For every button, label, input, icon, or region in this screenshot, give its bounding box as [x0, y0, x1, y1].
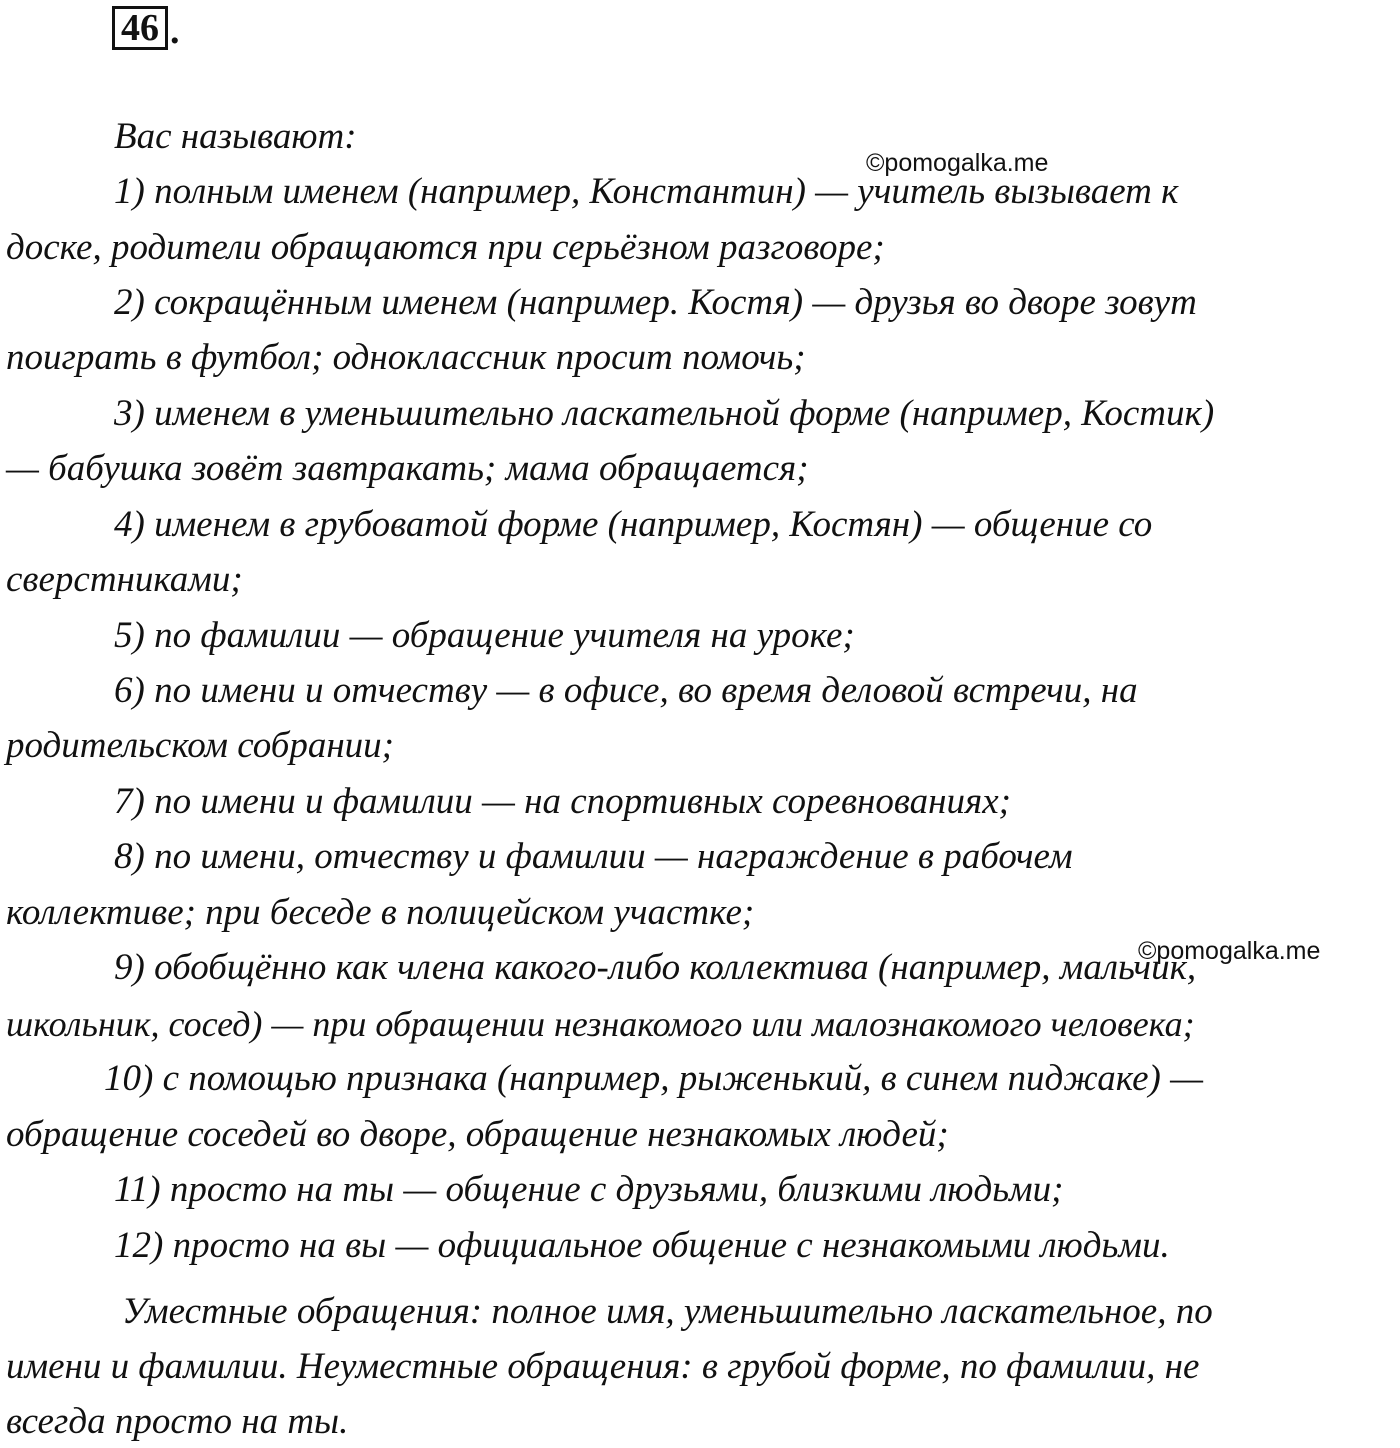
item-6-line-1: 6) по имени и отчеству — в офисе, во время деловой встречи, на [114, 670, 1138, 711]
exercise-number-box: 46 [112, 6, 168, 50]
conclusion-line-3: всегда просто на ты. [6, 1401, 349, 1442]
item-2-line-1: 2) сокращённым именем (например. Костя) — друзья во дворе зовут [114, 282, 1197, 323]
item-5-line-1: 5) по фамилии — обращение учителя на уроке; [114, 615, 855, 656]
watermark-top: ©pomogalka.me [866, 149, 1049, 177]
item-9-line-2: школьник, сосед) — при обращении незнакомого или малознакомого человека; [6, 1004, 1195, 1044]
item-8-line-1: 8) по имени, отчеству и фамилии — награждение в рабочем [114, 836, 1073, 877]
item-1-line-2: доске, родители обращаются при серьёзном разговоре; [6, 227, 885, 268]
intro-line: Вас называют: [114, 116, 357, 157]
exercise-number [112, 6, 180, 50]
item-6-line-2: родительском собрании; [6, 725, 394, 766]
item-7-line-1: 7) по имени и фамилии — на спортивных соревнованиях; [114, 781, 1011, 822]
exercise-number-dot: . [170, 10, 180, 52]
item-4-line-2: сверстниками; [6, 559, 243, 600]
item-4-line-1: 4) именем в грубоватой форме (например, Костян) — общение со [114, 504, 1153, 545]
item-10-line-2: обращение соседей во дворе, обращение незнакомых людей; [6, 1114, 949, 1155]
item-1-line-1: 1) полным именем (например, Константин) — учитель вызывает к [114, 171, 1179, 212]
item-3-line-1: 3) именем в уменьшительно ласкательной форме (например, Костик) [114, 393, 1215, 434]
conclusion-line-1: Уместные обращения: полное имя, уменьшительно ласкательное, по [122, 1291, 1213, 1332]
item-12-line-1: 12) просто на вы — официальное общение с незнакомыми людьми. [114, 1225, 1170, 1266]
item-10-line-1: 10) с помощью признака (например, рыженький, в синем пиджаке) — [104, 1058, 1203, 1099]
item-11-line-1: 11) просто на ты — общение с друзьями, близкими людьми; [114, 1169, 1064, 1210]
watermark-middle: ©pomogalka.me [1138, 937, 1321, 965]
item-9-line-1: 9) обобщённо как члена какого-либо коллектива (например, мальчик, [114, 947, 1197, 988]
conclusion-line-2: имени и фамилии. Неуместные обращения: в грубой форме, по фамилии, не [6, 1346, 1200, 1387]
item-8-line-2: коллективе; при беседе в полицейском участке; [6, 892, 755, 933]
item-2-line-2: поиграть в футбол; одноклассник просит помочь; [6, 337, 806, 378]
item-3-line-2: — бабушка зовёт завтракать; мама обращается; [6, 448, 809, 489]
